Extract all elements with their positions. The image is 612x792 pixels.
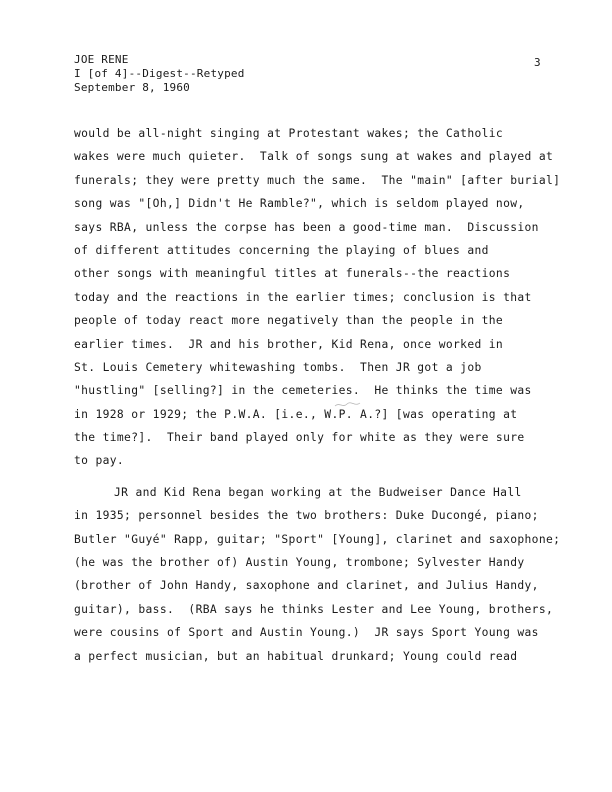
text-line: of different attitudes concerning the playing of blues and [74, 243, 489, 257]
text-line: people of today react more negatively than the people in the [74, 314, 504, 328]
text-line: says RBA, unless the corpse has been a good-time man. Discussion [74, 220, 539, 234]
text-line: a perfect musician, but an habitual drunkard; Young could read [74, 649, 518, 663]
transcript-body [74, 122, 574, 668]
text-line: today and the reactions in the earlier times; conclusion is that [74, 290, 532, 304]
text-line: other songs with meaningful titles at funerals--the reactions [74, 267, 511, 281]
document-header [74, 53, 245, 95]
text-line: Butler "Guyé" Rapp, guitar; "Sport" [Young], clarinet and saxophone; [74, 532, 561, 546]
handwritten-mark-icon [333, 400, 363, 410]
text-line: were cousins of Sport and Austin Young.) JR says Sport Young was [74, 626, 539, 640]
paragraph-1 [74, 122, 574, 473]
interviewee-name: JOE RENE [74, 53, 129, 66]
transcript-series: I [of 4]--Digest--Retyped [74, 67, 245, 80]
text-line: (he was the brother of) Austin Young, trombone; Sylvester Handy [74, 556, 525, 570]
text-line: to pay. [74, 454, 125, 468]
text-line: St. Louis Cemetery whitewashing tombs. Then JR got a job [74, 360, 482, 374]
text-line: the time?]. Their band played only for white as they were sure [74, 431, 525, 445]
text-line: would be all-night singing at Protestant wakes; the Catholic [74, 127, 504, 140]
page-number: 3 [534, 56, 541, 69]
text-line: funerals; they were pretty much the same. The "main" [after burial] [74, 173, 561, 187]
interview-date: September 8, 1960 [74, 81, 190, 94]
text-line: "hustling" [selling?] in the cemeteries. He thinks the time was [74, 384, 532, 398]
text-line: (brother of John Handy, saxophone and clarinet, and Julius Handy, [74, 579, 539, 593]
text-line: in 1935; personnel besides the two brothers: Duke Ducongé, piano; [74, 509, 539, 523]
paragraph-gap [74, 473, 574, 481]
text-line: guitar), bass. (RBA says he thinks Lester and Lee Young, brothers, [74, 602, 554, 616]
text-line: song was "[Oh,] Didn't He Ramble?", which is seldom played now, [74, 197, 525, 211]
text-line: JR and Kid Rena began working at the Budweiser Dance Hall [114, 485, 522, 499]
text-line: in 1928 or 1929; the P.W.A. [i.e., W.P. A.?] [was operating at [74, 407, 518, 421]
paragraph-2 [74, 481, 574, 668]
text-line: wakes were much quieter. Talk of songs sung at wakes and played at [74, 150, 554, 164]
text-line: earlier times. JR and his brother, Kid Rena, once worked in [74, 337, 504, 351]
